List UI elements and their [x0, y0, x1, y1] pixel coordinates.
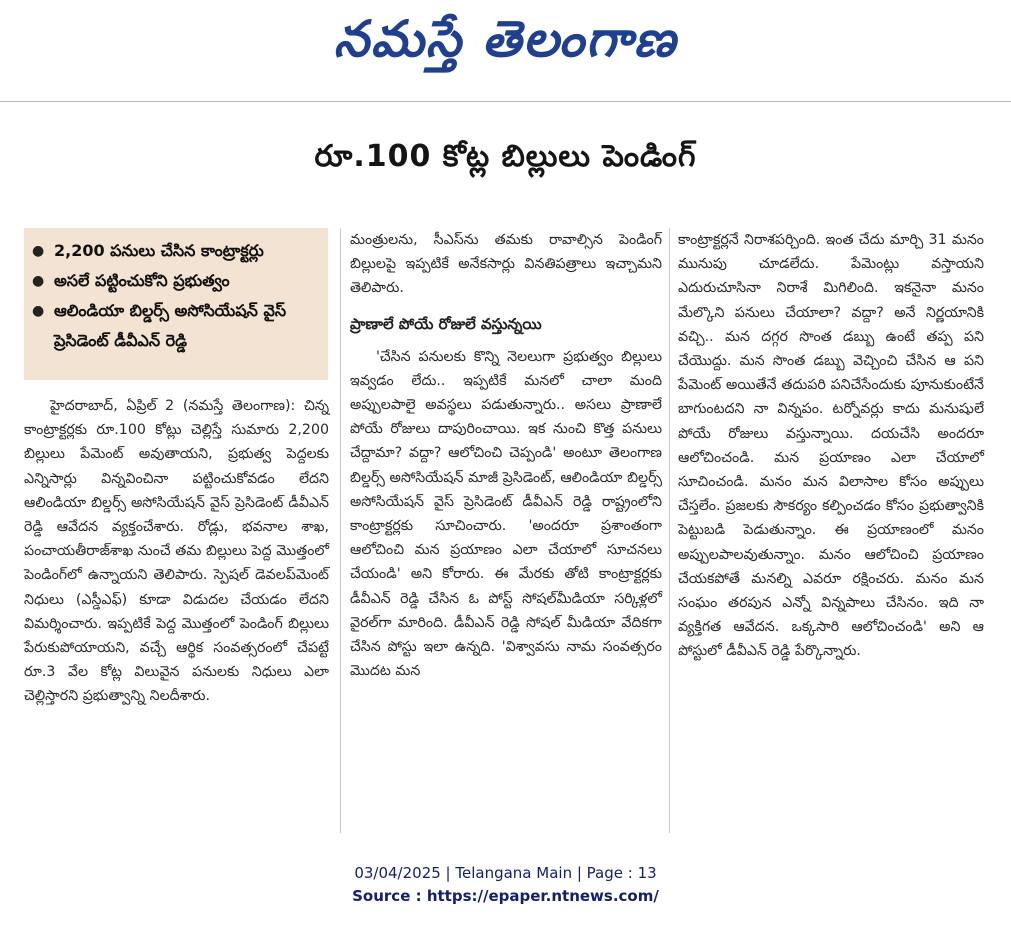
- article-column-3: [678, 228, 984, 664]
- bullet-icon: ●: [32, 273, 45, 289]
- highlights-box: [24, 228, 328, 380]
- highlight-text: ఆలిండియా బిల్డర్స్ అసోసియేషన్ వైస్ ప్రెసిడెంట్ డీవీఎన్ రెడ్డి: [54, 301, 287, 350]
- highlight-item: [32, 296, 320, 356]
- highlight-item: [32, 266, 320, 296]
- highlight-text: అసలే పట్టించుకోని ప్రభుత్వం: [54, 271, 230, 290]
- source-link[interactable]: Source : https://epaper.ntnews.com/: [352, 887, 659, 905]
- bullet-icon: ●: [32, 243, 45, 259]
- masthead: [0, 0, 1011, 90]
- masthead-divider: [0, 101, 1011, 102]
- page-info: 03/04/2025 | Telangana Main | Page : 13: [354, 864, 657, 882]
- highlight-item: [32, 236, 320, 266]
- column-divider: [340, 228, 341, 833]
- column-divider: [669, 228, 670, 833]
- article-paragraph: హైదరాబాద్, ఏప్రిల్ 2 (నమస్తే తెలంగాణ): చిన్న కాంట్రాక్టర్లకు రూ.100 కోట్లు చెల్లిస్తే సుమారు 2,200 బిల్లులు పేమెంట్ అవుతాయని, ప్రభుత్వ పెద్దలకు ఎన్నిసార్లు విన్నవించినా పట్టించుకోవడం లేదని ఆలిండియా బిల్డర్స్ అసోసియేషన్ వైస్ ప్రెసిడెంట్ డీవీఎన్ రెడ్డి ఆవేదన వ్యక్తంచేశారు. రోడ్లు, భవనాల శాఖ, పంచాయతీరాజ్‌శాఖ నుంచే తమ బిల్లులు పెద్ద మొత్తంలో పెండింగ్‌లో ఉన్నాయని తెలిపారు. స్పెషల్ డెవలప్‌మెంట్ నిధులు (ఎస్డీఎఫ్) కూడా విడుదల చేయడం లేదని విమర్శించారు. ఇప్పటికే పెద్ద మొత్తంలో పెండింగ్ బిల్లులు పేరుకుపోయాయని, వచ్చే ఆర్థిక సంవత్సరంలో చేపట్టే రూ.3 వేల కోట్ల విలువైన పనులకు నిధులు ఎలా చెల్లిస్తారని ప్రభుత్వాన్ని నిలదీశారు.: [24, 398, 329, 705]
- article-paragraph: 'చేసిన పనులకు కొన్ని నెలలుగా ప్రభుత్వం బిల్లులు ఇవ్వడం లేదు.. ఇప్పటికే మనలో చాలా మంది అప్పులపాలై అవస్థలు పడుతున్నారు.. అసలు ప్రాణాలే పోయే రోజులు దాపురించాయి. ఇక నుంచి కొత్త పనులు చేద్దామా? వద్దా? ఆలోచించి చెప్పండి' అంటూ తెలంగాణ బిల్డర్స్ అసోసియేషన్ మాజీ ప్రెసిడెంట్, ఆలిండియా బిల్డర్స్ అసోసియేషన్ వైస్ ప్రెసిడెంట్ డీవీఎన్ రెడ్డి రాష్ట్రంలోని కాంట్రాక్టర్లకు సూచించారు. 'అందరూ ప్రశాంతంగా ఆలోచించి మన ప్రయాణం ఎలా చేయాలో సూచనలు చేయండి' అని కోరారు. ఈ మేరకు తోటి కాంట్రాక్టర్లకు డీవీఎన్ రెడ్డి చేసిన ఓ పోస్ట్ సోషల్‌మీడియా సర్కిళ్లలో వైరల్‌గా మారింది. డీవీఎన్ రెడ్డి సోషల్ మీడియా వేదికగా చేసిన పోస్టు ఇలా ఉన్నది. 'విశ్వావసు నామ సంవత్సరం మొదట మన: [350, 348, 662, 680]
- article-paragraph: కాంట్రాక్టర్లనే నిరాశపర్చింది. ఇంత చేదు మార్చి 31 మనం మునుపు చూడలేదు. పేమెంట్లు వస్తాయని ఎదురుచూసినా నిరాశే మిగిలింది. ఇకనైనా మనం మేల్కొని పనులు చేయాలా? వద్దా? అనే నిర్ణయానికి వచ్చి.. మన దగ్గర సొంత డబ్బు ఉంటే తప్ప పని చేయొద్దు. మన సొంత డబ్బు వెచ్చించి చేసిన ఆ పని పేమెంట్ అయితేనే తదుపరి పనిచేసేందుకు పూనుకుంటేనే బాగుంటదని నా విన్నపం. టర్నోవర్లు కాదు మనుషులే పోయే రోజులు వస్తున్నాయి. దయచేసి అందరూ ఆలోచించండి. మన ప్రయాణం ఎలా చేయాలో సూచించండి. మనం మన విలాసాల కోసం అప్పులు చేస్తలేం. ప్రజలకు సౌకర్యం కల్పించడం కోసం ప్రభుత్వానికి పెట్టుబడి పెడుతున్నాం. ఈ ప్రయాణంలో మనం అప్పులపాలవుతున్నాం. మనం ఆలోచించి ప్రయాణం చేయకపోతే మనల్ని ఎవరూ రక్షించరు. మనం మన సంఘం తరపున ఎన్నో విన్నపాలు చేసినం. ఇది నా వ్యక్తిగత ఆవేదన. ఒక్కసారి ఆలోచించండి' అని ఆ పోస్టులో డీవీఎన్ రెడ్డి పేర్కొన్నారు.: [678, 232, 984, 660]
- newspaper-title: నమస్తే తెలంగాణ: [333, 9, 678, 68]
- article-paragraph: మంత్రులను, సీఎస్‌ను తమకు రావాల్సిన పెండింగ్ బిల్లులపై ఇప్పటికే అనేకసార్లు వినతిపత్రాలు ఇచ్చామని తెలిపారు.: [350, 232, 662, 297]
- article-headline: రూ.100 కోట్ల బిల్లులు పెండింగ్: [314, 138, 697, 174]
- article-column-2: [350, 228, 662, 683]
- highlight-text: 2,200 పనులు చేసిన కాంట్రాక్టర్లు: [54, 241, 264, 260]
- article-subheading: ప్రాణాలే పోయే రోజులే వస్తున్నయి: [350, 314, 542, 333]
- bullet-icon: ●: [32, 303, 45, 319]
- article-column-1: [24, 394, 329, 709]
